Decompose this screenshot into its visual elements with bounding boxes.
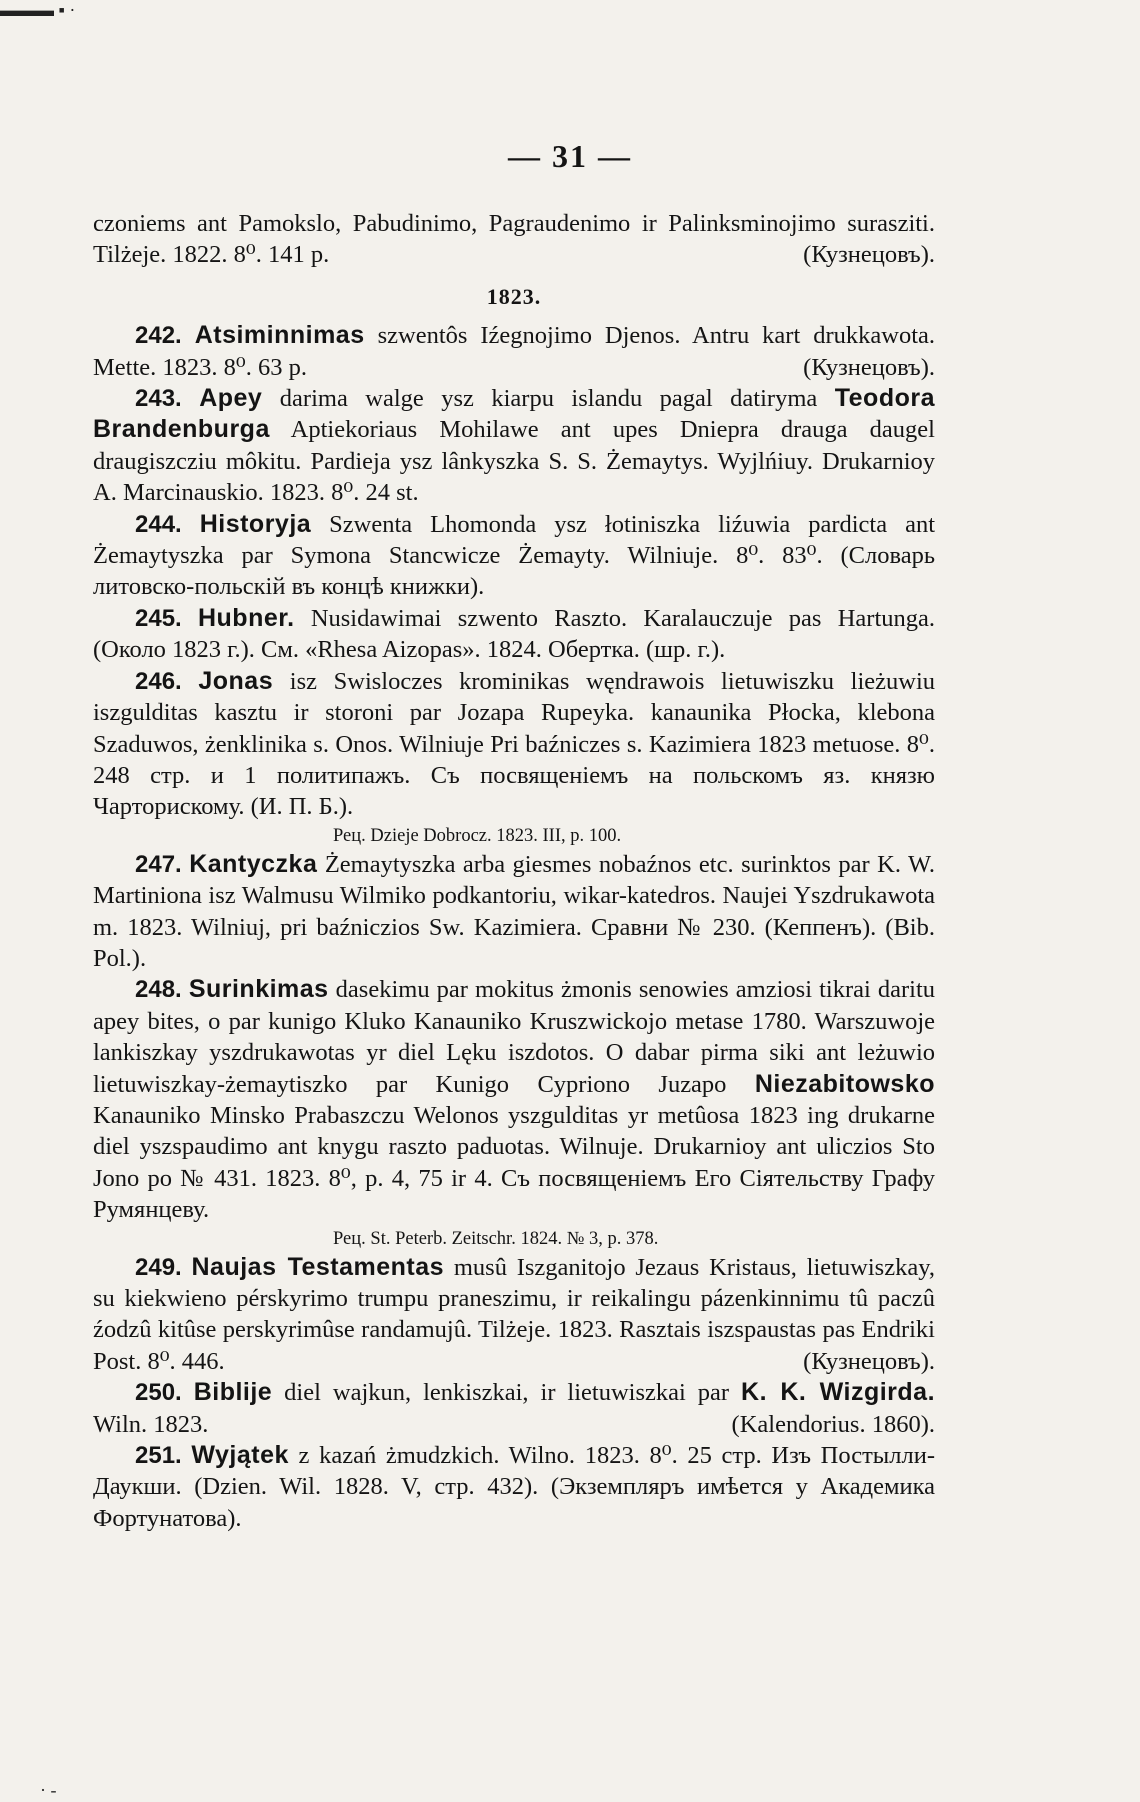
entry-244 bbox=[93, 509, 935, 603]
entry-251 bbox=[93, 1440, 935, 1534]
entry-text-continued: Wiln. 1823. bbox=[93, 1410, 209, 1438]
entry-title: Surinkimas bbox=[188, 975, 329, 1004]
entry-number: 251. bbox=[135, 1442, 182, 1470]
entry-source: (Kalendorius. 1860). bbox=[731, 1410, 935, 1438]
entry-author: Teodora Brandenburga bbox=[93, 384, 935, 444]
scan-mark: · - bbox=[40, 1780, 57, 1800]
year-heading: 1823. bbox=[486, 283, 542, 309]
entry-246 bbox=[93, 666, 935, 823]
entry-text-continued: Kanauniko Minsko Prabaszczu Welonos yszgulditas yr metûosa 1823 ing drukarne diel yszspaudimo ant knygu raszto paduotas. Wilnuje. Drukarnioy ant uliczios Sto Jono po № 431. 1823. 8⁰, p. 4, 75 ir 4. Съ посвященіемъ Его Сіятельству Графу Румянцеву. bbox=[93, 1101, 935, 1224]
entry-text: z kazań żmudzkich. Wilno. 1823. 8⁰. 25 стр. Изъ Постылли-Даукши. (Dzien. Wil. 1828. V, стр. 432). (Экземпляръ имѣется у Академика Фортунатова). bbox=[93, 1442, 935, 1532]
entry-title: Jonas bbox=[198, 666, 274, 695]
entry-number: 248. bbox=[135, 976, 182, 1004]
entry-number: 245. bbox=[135, 604, 182, 632]
entry-250 bbox=[93, 1377, 935, 1440]
entry-245 bbox=[93, 603, 935, 666]
entry-title: Wyjątek bbox=[191, 1441, 289, 1470]
entry-text-continued: Aptiekoriaus Mohilawe ant upes Dniepra drauga daugel draugiszcziu môkitu. Pardieja ysz lânkyszka S. S. Żemaytys. Wyjlńiuy. Drukarnioy A. Marcinauskio. 1823. 8⁰. 24 st. bbox=[93, 416, 935, 507]
entry-title: Historyja bbox=[199, 509, 312, 538]
entry-243 bbox=[93, 383, 935, 509]
page-content bbox=[93, 208, 935, 1534]
entry-title: Hubner. bbox=[197, 603, 295, 632]
entry-number: 243. bbox=[135, 385, 182, 413]
entry-number: 249. bbox=[135, 1253, 182, 1281]
entry-249 bbox=[93, 1252, 935, 1378]
entry-title: Naujas Testamentas bbox=[191, 1252, 445, 1281]
intro-text: czoniems ant Pamokslo, Pabudinimo, Pagraudenimo ir Palinksminojimo surasziti. Tilżeje. 1822. 8⁰. 141 p. bbox=[93, 210, 935, 269]
page-number: — 31 — bbox=[508, 138, 632, 174]
entry-title: Atsiminnimas bbox=[194, 321, 365, 350]
entry-number: 242. bbox=[135, 322, 182, 350]
entry-author: K. K. Wizgirda. bbox=[741, 1378, 936, 1407]
entry-title: Apey bbox=[199, 384, 263, 413]
entry-text: Nusidawimai szwento Raszto. Karalauczuje pas Hartunga. (Около 1823 г.). См. «Rhesa Aizopas». 1824. Обертка. (шр. г.). bbox=[93, 604, 936, 664]
entry-text: darima walge ysz kiarpu islandu pagal datiryma bbox=[262, 385, 835, 413]
entry-text: dasekimu par mokitus żmonis senowies amziosi tikrai daritu apey bites, o par kunigo Kluko Kanauniko Kruszwickojo metase 1780. Warszuwoje lankiszkay yszdrukawotas yr diel Lęku iszdotos. O dabar pirma siki ant leżuwio lietuwiszkay-żemaytiszko par Kunigo Cypriono Juzapo bbox=[93, 976, 936, 1098]
intro-paragraph bbox=[93, 208, 935, 271]
entry-number: 247. bbox=[135, 850, 182, 878]
entry-review: Рец. St. Peterb. Zeitschr. 1824. № 3, p. 378. bbox=[333, 1228, 659, 1249]
entry-text: isz Swisloczes krominikas węndrawois lietuwiszku lieżuwiu iszgulditas kasztu ir storoni par Jozapa Rupeyka. kanaunika Płocka, klebona Szaduwos, żenklinika s. Onos. Wilniuje Pri baźniczes s. Kazimiera 1823 metuose. 8⁰. 248 стр. и 1 политипажъ. Съ посвященіемъ на польскомъ яз. князю Чарторискому. (И. П. Б.). bbox=[93, 667, 935, 821]
entry-text: szwentôs Iźegnojimo Djenos. Antru kart drukkawota. Mette. 1823. 8⁰. 63 p. bbox=[93, 322, 936, 381]
entry-author: Niezabitowsko bbox=[754, 1069, 935, 1098]
entry-title: Biblije bbox=[193, 1378, 273, 1407]
entry-number: 250. bbox=[135, 1379, 182, 1407]
intro-source: (Кузнецовъ). bbox=[803, 241, 935, 269]
entry-text: musû Iszganitojo Jezaus Kristaus, lietuwiszkay, su kiekwieno pérskyrimo trumpu praneszimu, ir reikalingu pázenkinnimu tû paczû źodzû kitûse perskyrimûse randamujû. Tilżeje. 1823. Rasztais iszspaustas pas Endriki Post. 8⁰. 446. bbox=[93, 1253, 936, 1375]
entry-source: (Кузнецовъ). bbox=[803, 353, 935, 381]
entry-text: Szwenta Lhomonda ysz łotiniszka liźuwia pardicta ant Żemaytyszka par Symona Stancwicze Żemayty. Wilniuje. 8⁰. 83⁰. (Словарь литовско-польскій въ концѣ книжки). bbox=[93, 510, 935, 601]
entry-number: 246. bbox=[135, 667, 182, 695]
entry-text: Żemaytyszka arba giesmes nobaźnos etc. surinktos par K. W. Martiniona isz Walmusu Wilmiko podkantoriu, wikar-katedros. Naujei Yszdrukawota m. 1823. Wilniuj, pri baźniczios Sw. Kazimiera. Сравни № 230. (Кеппенъ). (Bib. Pol.). bbox=[93, 850, 935, 972]
entry-248 bbox=[93, 974, 935, 1225]
scan-mark: ▬▬▬ ▪ · bbox=[0, 0, 76, 20]
entry-text: diel wajkun, lenkiszkai, ir lietuwiszkai par bbox=[272, 1379, 742, 1407]
entry-source: (Кузнецовъ). bbox=[803, 1347, 935, 1375]
entry-242 bbox=[93, 320, 935, 383]
entry-number: 244. bbox=[135, 510, 182, 538]
entry-review: Рец. Dzieje Dobrocz. 1823. III, p. 100. bbox=[333, 825, 622, 846]
entry-title: Kantyczka bbox=[189, 849, 318, 878]
entry-247 bbox=[93, 849, 935, 975]
